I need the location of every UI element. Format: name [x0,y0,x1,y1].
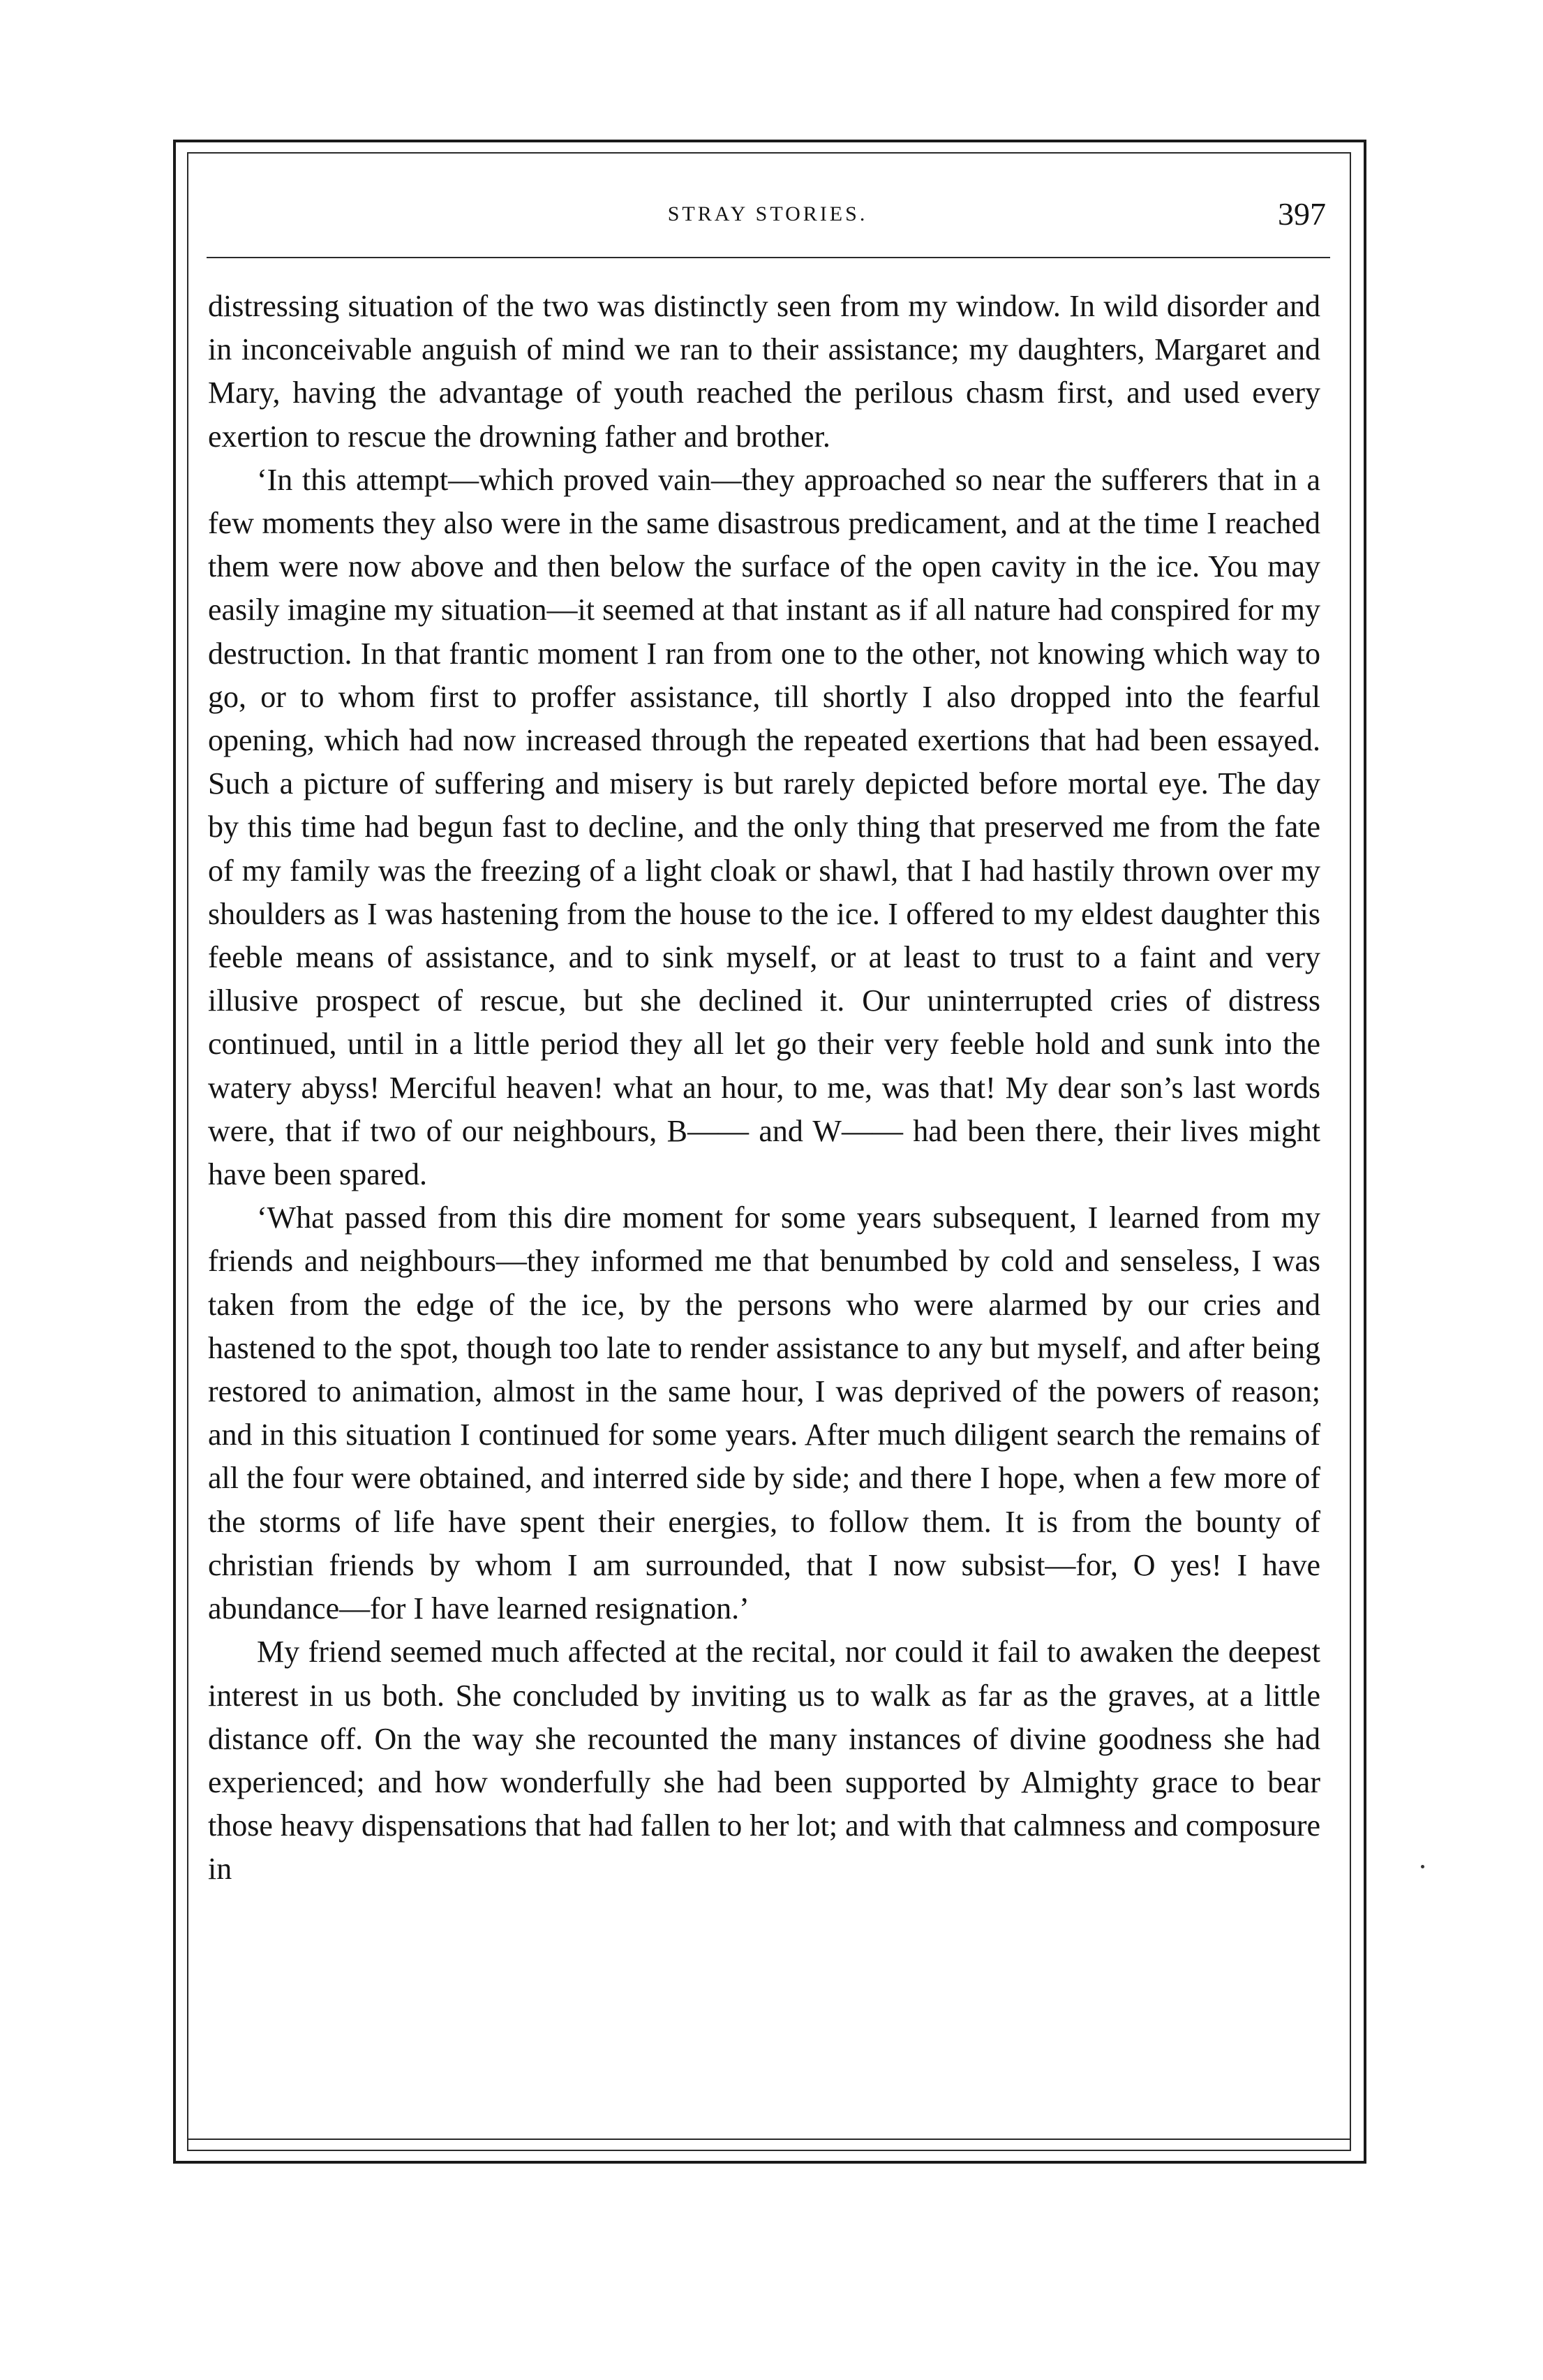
footer-rule [188,2139,1351,2140]
header-rule [207,257,1330,258]
margin-mark [1421,1865,1424,1868]
running-head: STRAY STORIES. [667,202,868,225]
paragraph-2: ‘In this attempt—which proved vain—they approached so near the sufferers that in a few moments they also were in the same disastrous predicament, and at the time I reached them were now above and then below the surface of the open cavity in the ice. You may easily imagine my situation—it seemed at that instant as if all nature had conspired for my destruction. In that frantic moment I ran from one to the other, not knowing which way to go, or to whom first to proffer assistance, till shortly I also dropped into the fearful opening, which had now increased through the repeated exertions that had been essayed. Such a picture of suffering and misery is but rarely depicted before mortal eye. The day by this time had begun fast to decline, and the only thing that preserved me from the fate of my family was the freezing of a light cloak or shawl, that I had hastily thrown over my shoulders as I was hastening from the house to the ice. I offered to my eldest daughter this feeble means of assistance, and to sink myself, or at least to trust to a faint and very illusive prospect of rescue, but she declined it. Our uninterrupted cries of distress continued, until in a little period they all let go their very feeble hold and sunk into the watery abyss! Merciful heaven! what an hour, to me, was that! My dear son’s last words were, that if two of our neighbours, B—— and W—— had been there, their lives might have been spared. [208,462,1320,1192]
paragraph-4: My friend seemed much affected at the recital, nor could it fail to awaken the deepest interest in us both. She concluded by inviting us to walk as far as the graves, at a little distance off. On the way she recounted the many instances of divine goodness she had experienced; and how wonderfully she had been supported by Almighty grace to bear those heavy dispensations that had fallen to her lot; and with that calmness and composure in [208,1635,1320,1887]
page-number: 397 [1278,196,1326,232]
body-text [208,285,1320,1891]
paragraph-3: ‘What passed from this dire moment for some years subsequent, I learned from my friends and neighbours—they informed me that benumbed by cold and senseless, I was taken from the edge of the ice, by the persons who were alarmed by our cries and hastened to the spot, though too late to render assistance to any but myself, and after being restored to animation, almost in the same hour, I was deprived of the powers of reason; and in this situation I continued for some years. After much diligent search the remains of all the four were obtained, and interred side by side; and there I hope, when a few more of the storms of life have spent their energies, to follow them. It is from the bounty of christian friends by whom I am surrounded, that I now subsist—for, O yes! I have abundance—for I have learned resignation.’ [208,1200,1320,1626]
paragraph-1: distressing situation of the two was distinctly seen from my window. In wild disorder and in inconceivable anguish of mind we ran to their assistance; my daughters, Margaret and Mary, having the advantage of youth reached the perilous chasm first, and used every exertion to rescue the drowning father and brother. [208,289,1320,454]
page-header [202,197,1333,239]
